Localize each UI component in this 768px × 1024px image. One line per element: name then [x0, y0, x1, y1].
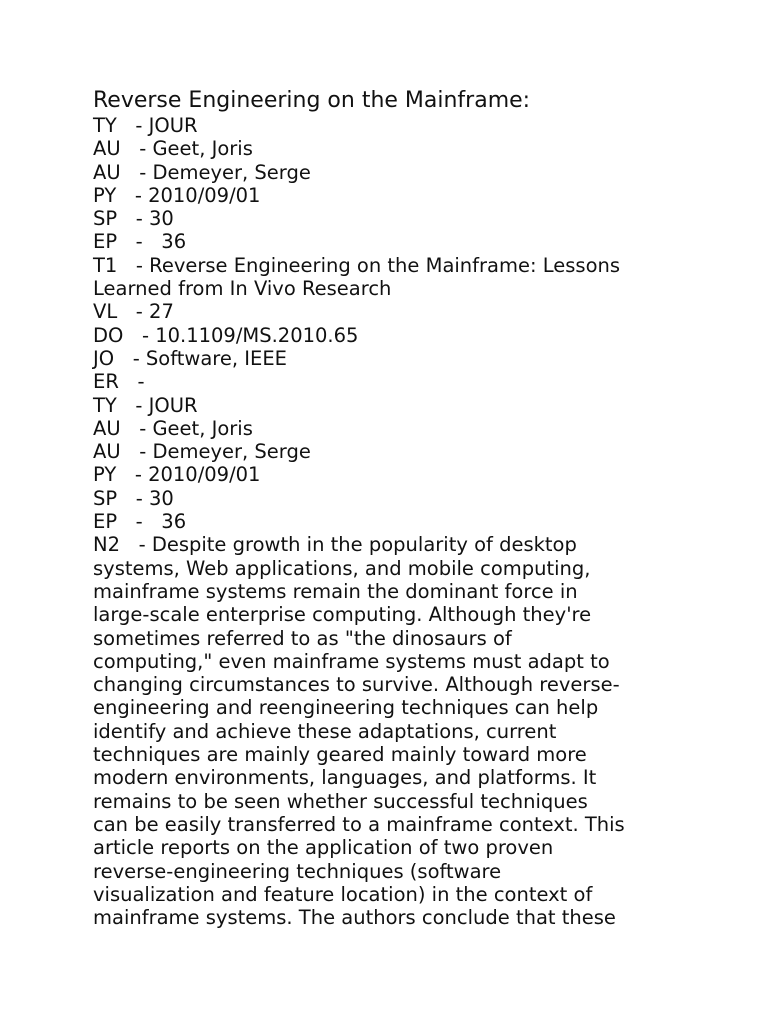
document-line: ER -	[93, 370, 145, 394]
document-line: remains to be seen whether successful techniques	[93, 789, 588, 813]
document-line: reverse-engineering techniques (software	[93, 859, 502, 883]
document-line: mainframe systems remain the dominant force in	[93, 579, 578, 603]
document-line: VL - 27	[93, 300, 174, 324]
document-line: TY - JOUR	[93, 114, 198, 137]
document-line: T1 - Reverse Engineering on the Mainframe: Lessons	[93, 253, 621, 277]
document-line: can be easily transferred to a mainframe context. This	[93, 812, 625, 836]
document-line: mainframe systems. The authors conclude that these	[93, 906, 616, 930]
document-line: Learned from In Vivo Research	[93, 277, 392, 301]
document-title: Reverse Engineering on the Mainframe:	[93, 88, 531, 113]
document-line: sometimes referred to as "the dinosaurs of	[93, 626, 512, 650]
document-line: modern environments, languages, and platforms. It	[93, 766, 597, 790]
document-line: JO - Software, IEEE	[93, 346, 288, 370]
document-line: computing," even mainframe systems must adapt to	[93, 649, 610, 673]
document-line: AU - Demeyer, Serge	[93, 440, 311, 464]
document-line: EP - 36	[93, 510, 187, 534]
document-line: engineering and reengineering techniques can help	[93, 696, 599, 720]
document-line: identify and achieve these adaptations, current	[93, 719, 557, 743]
document-line: SP - 30	[93, 207, 174, 231]
document-line: large-scale enterprise computing. Although they're	[93, 603, 592, 627]
document-line: N2 - Despite growth in the popularity of desktop	[93, 533, 577, 557]
document-line: EP - 36	[93, 230, 187, 254]
document-line: techniques are mainly geared mainly toward more	[93, 743, 587, 767]
document-line: AU - Geet, Joris	[93, 137, 253, 161]
document-line: changing circumstances to survive. Although reverse-	[93, 673, 620, 697]
document-line: article reports on the application of two proven	[93, 836, 554, 860]
document-line: SP - 30	[93, 486, 174, 510]
document-line: AU - Demeyer, Serge	[93, 160, 311, 184]
document-line: PY - 2010/09/01	[93, 183, 261, 207]
document-line: visualization and feature location) in the context of	[93, 882, 593, 906]
document-line: TY - JOUR	[93, 393, 198, 417]
document-line: systems, Web applications, and mobile computing,	[93, 556, 591, 580]
document-line: AU - Geet, Joris	[93, 416, 253, 440]
document-body	[93, 114, 733, 929]
document-page	[93, 88, 733, 929]
document-line: DO - 10.1109/MS.2010.65	[93, 323, 359, 347]
document-line: PY - 2010/09/01	[93, 463, 261, 487]
